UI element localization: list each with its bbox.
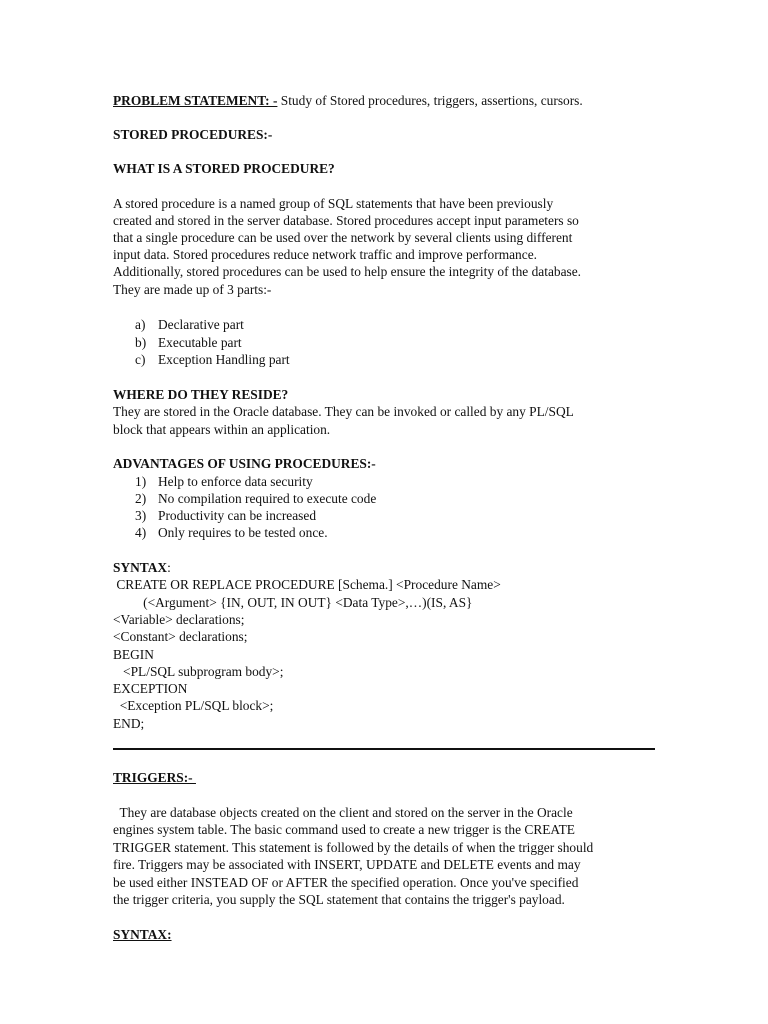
list-item: Productivity can be increased (158, 508, 317, 523)
list-item: Exception Handling part (158, 352, 290, 367)
list-marker: 2) (135, 491, 147, 506)
paragraph-line: They are made up of 3 parts:- (113, 282, 272, 297)
list-item: Only requires to be tested once. (158, 525, 328, 540)
horizontal-rule (113, 748, 655, 750)
list-item: Help to enforce data security (158, 474, 313, 489)
syntax-line: <Exception PL/SQL block>; (113, 698, 274, 713)
syntax-line: (<Argument> {IN, OUT, IN OUT} <Data Type>,…)(IS, AS} (113, 595, 473, 610)
syntax-line: EXCEPTION (113, 681, 188, 696)
where-heading: WHERE DO THEY RESIDE? (113, 387, 289, 402)
paragraph-line: fire. Triggers may be associated with INSERT, UPDATE and DELETE events and may (113, 857, 581, 872)
paragraph-line: They are stored in the Oracle database. They can be invoked or called by any PL/SQL (113, 404, 574, 419)
paragraph-line: the trigger criteria, you supply the SQL statement that contains the trigger's payload. (113, 892, 565, 907)
what-is-heading: WHAT IS A STORED PROCEDURE? (113, 161, 335, 176)
paragraph-line: They are database objects created on the client and stored on the server in the Oracle (113, 805, 573, 820)
advantages-heading: ADVANTAGES OF USING PROCEDURES:- (113, 456, 376, 471)
syntax-line: CREATE OR REPLACE PROCEDURE [Schema.] <Procedure Name> (113, 577, 501, 592)
paragraph-line: that a single procedure can be used over the network by several clients using different (113, 230, 573, 245)
triggers-heading: TRIGGERS:- (113, 770, 196, 785)
problem-statement-text: Study of Stored procedures, triggers, assertions, cursors. (277, 93, 583, 108)
list-marker: b) (135, 335, 147, 350)
list-marker: 1) (135, 474, 147, 489)
syntax2-heading: SYNTAX: (113, 927, 172, 942)
list-marker: c) (135, 352, 146, 367)
syntax-colon: : (167, 560, 171, 575)
stored-procedures-heading: STORED PROCEDURES:- (113, 127, 273, 142)
paragraph-line: block that appears within an application. (113, 422, 331, 437)
paragraph-line: be used either INSTEAD OF or AFTER the specified operation. Once you've specified (113, 875, 579, 890)
paragraph-line: input data. Stored procedures reduce network traffic and improve performance. (113, 247, 537, 262)
list-item: No compilation required to execute code (158, 491, 377, 506)
list-marker: a) (135, 317, 146, 332)
syntax-label: SYNTAX (113, 560, 168, 575)
paragraph-line: engines system table. The basic command used to create a new trigger is the CREATE (113, 822, 575, 837)
paragraph-line: A stored procedure is a named group of SQL statements that have been previously (113, 196, 554, 211)
syntax-heading (113, 559, 171, 576)
paragraph-line: TRIGGER statement. This statement is followed by the details of when the trigger should (113, 840, 594, 855)
syntax-line: END; (113, 716, 145, 731)
problem-statement (113, 92, 583, 109)
syntax-line: <Variable> declarations; (113, 612, 245, 627)
syntax-line: <PL/SQL subprogram body>; (113, 664, 284, 679)
paragraph-line: Additionally, stored procedures can be used to help ensure the integrity of the database. (113, 264, 582, 279)
list-item: Executable part (158, 335, 242, 350)
list-item: Declarative part (158, 317, 244, 332)
syntax-line: <Constant> declarations; (113, 629, 248, 644)
list-marker: 4) (135, 525, 147, 540)
problem-statement-label: PROBLEM STATEMENT: - (113, 93, 278, 108)
syntax-line: BEGIN (113, 647, 154, 662)
list-marker: 3) (135, 508, 147, 523)
paragraph-line: created and stored in the server database. Stored procedures accept input parameters so (113, 213, 579, 228)
